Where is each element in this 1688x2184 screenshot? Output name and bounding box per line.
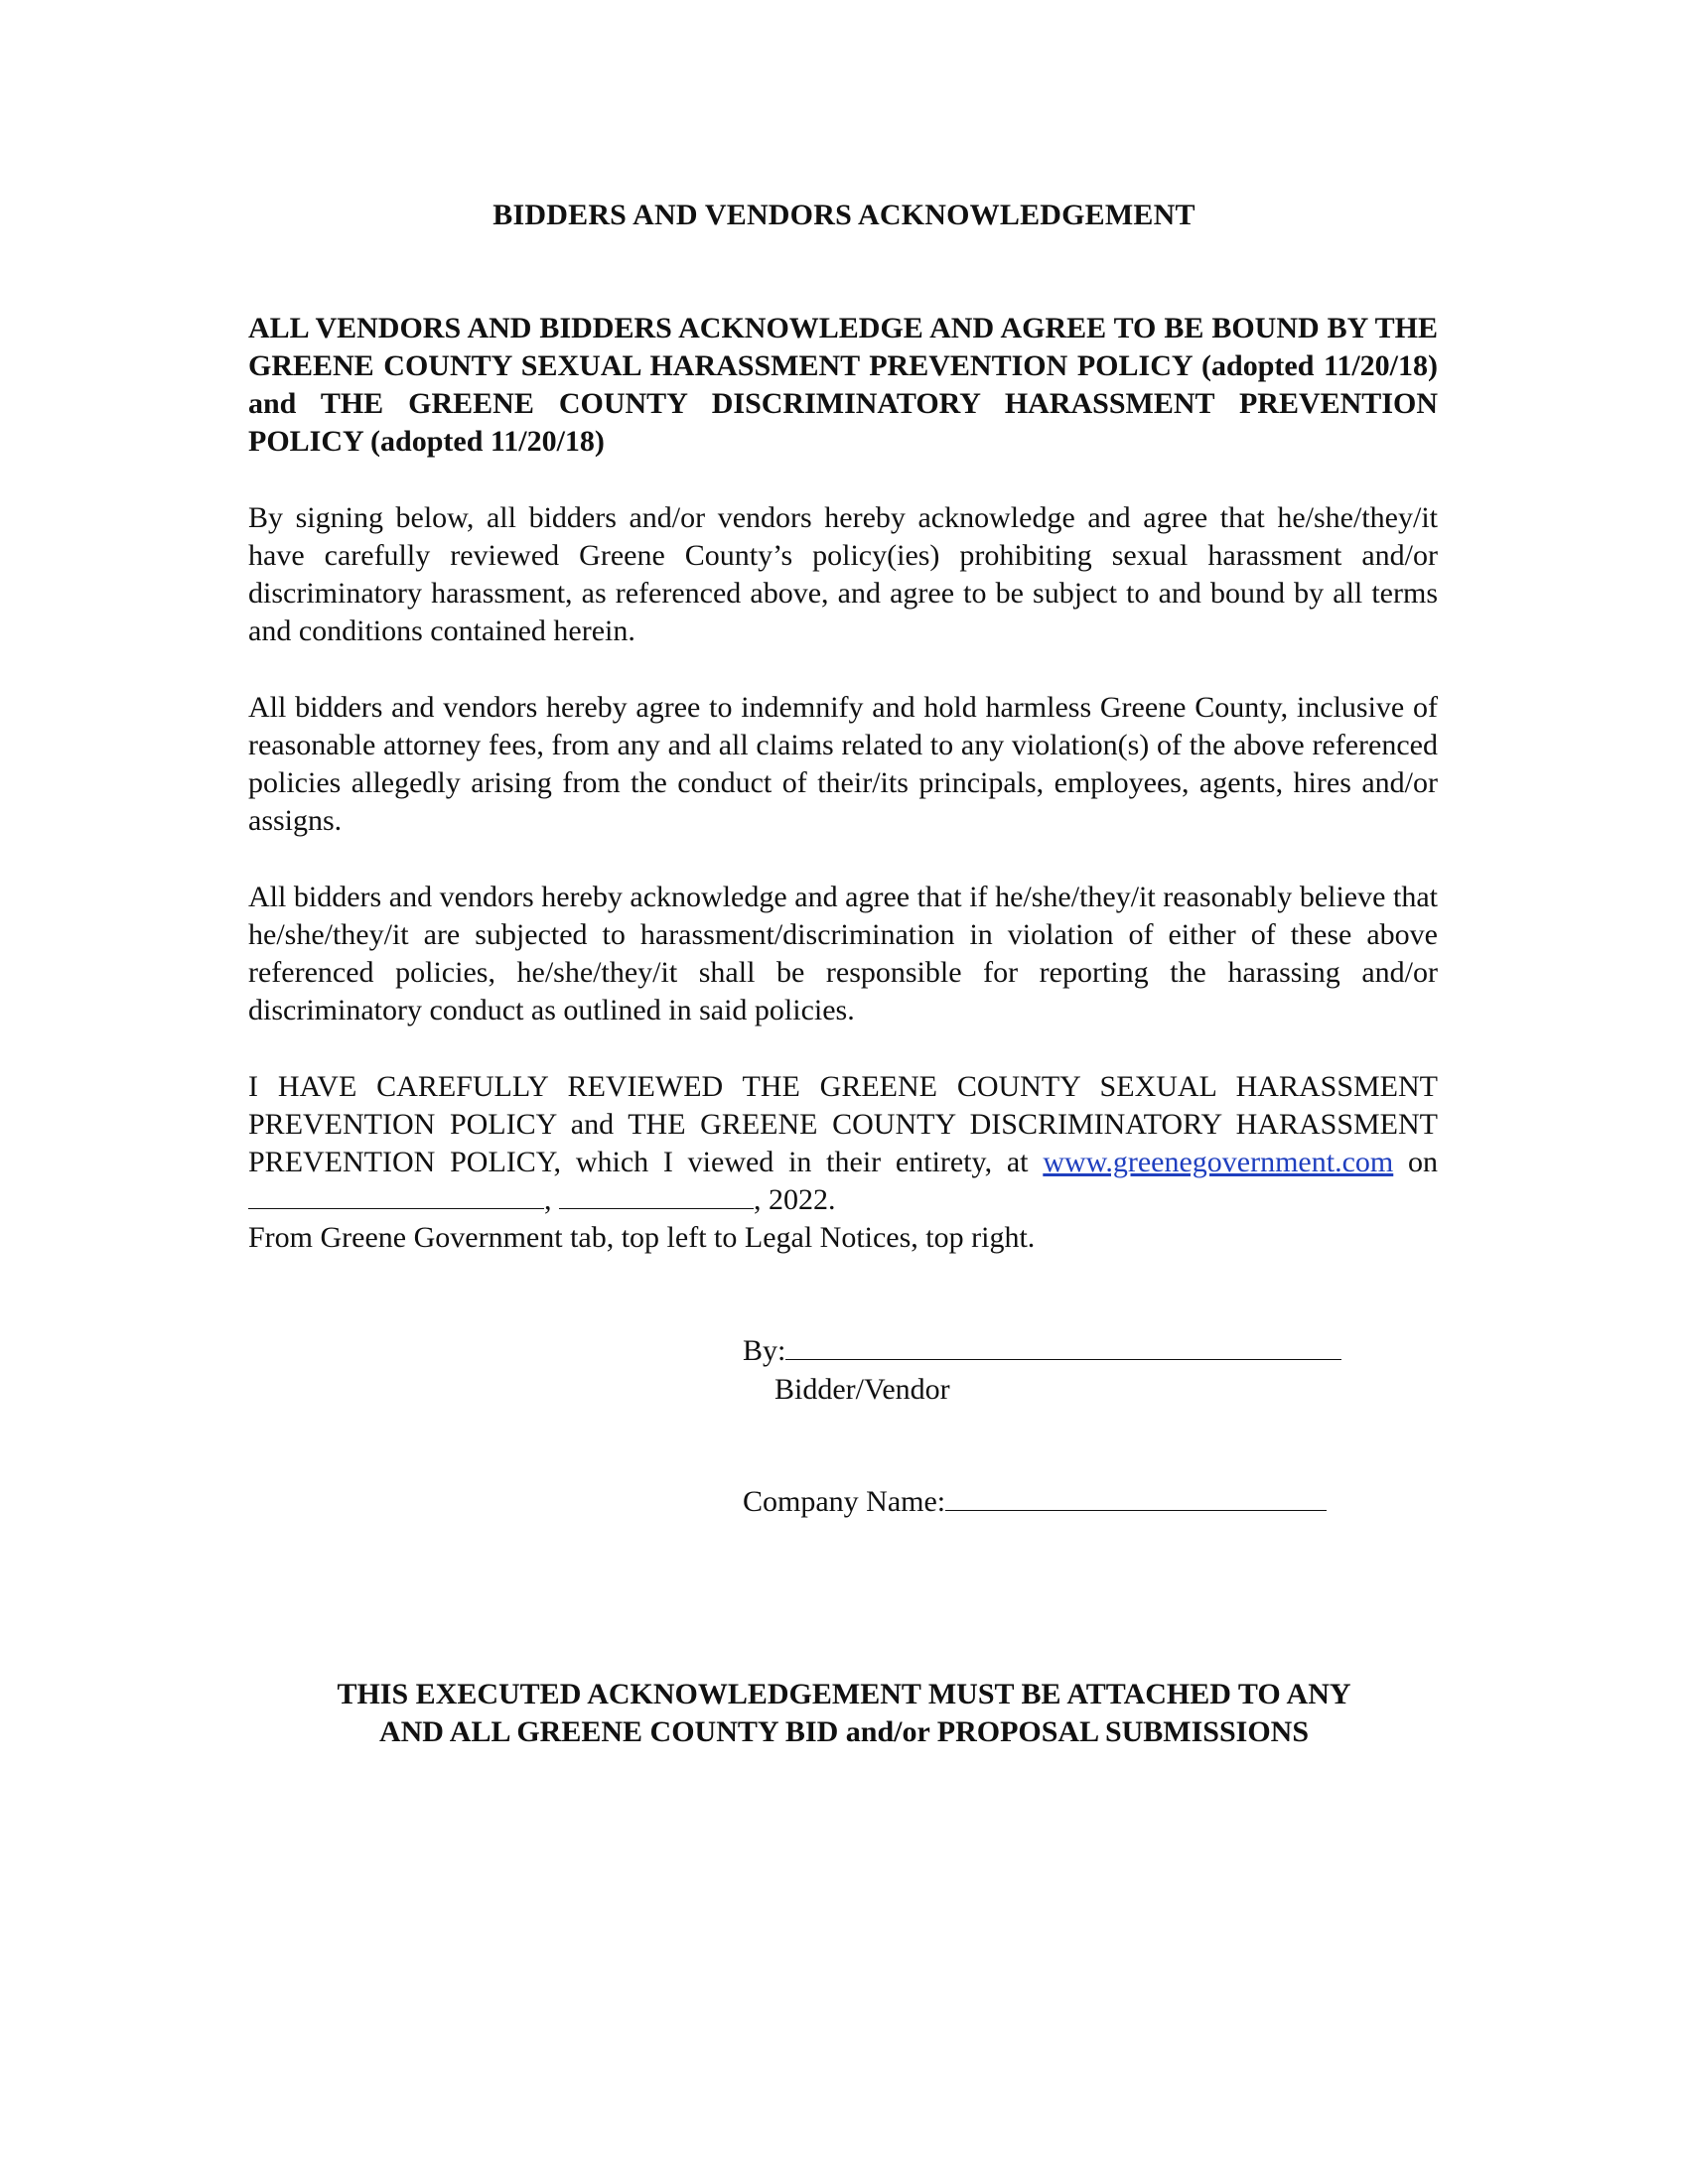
paragraph-indemnify: All bidders and vendors hereby agree to indemnify and hold harmless Greene County, inclusive of reasonable attorney fees, from any and all claims related to any violation(s) of the above referenced policies allegedly arising from the conduct of their/its principals, employees, agents, hires and/or assigns.	[248, 691, 1438, 837]
navigation-instructions: From Greene Government tab, top left to Legal Notices, top right.	[248, 1221, 1036, 1254]
bidder-vendor-label: Bidder/Vendor	[774, 1373, 950, 1406]
paragraph-review-statement	[248, 1068, 1438, 1257]
signature-blank[interactable]	[785, 1333, 1341, 1360]
signature-by-line	[743, 1332, 1341, 1370]
acknowledgement-heading: ALL VENDORS AND BIDDERS ACKNOWLEDGE AND AGREE TO BE BOUND BY THE GREENE COUNTY SEXUAL HARASSMENT PREVENTION POLICY (adopted 11/20/18) and THE GREENE COUNTY DISCRIMINATORY HARASSMENT PREVENTION POLICY (adopted 11/20/18)	[248, 312, 1438, 458]
paragraph-reporting: All bidders and vendors hereby acknowledge and agree that if he/she/they/it reasonably believe that he/she/they/it are subjected to harassment/discrimination in violation of either of these above referenced policies, he/she/they/it shall be responsible for reporting the harassing and/or discriminatory conduct as outlined in said policies.	[248, 881, 1438, 1026]
year-text: , 2022.	[754, 1183, 836, 1216]
date-blank-second[interactable]	[559, 1182, 754, 1209]
company-name-blank[interactable]	[945, 1484, 1327, 1511]
greene-government-link[interactable]: www.greenegovernment.com	[1043, 1146, 1394, 1178]
document-title: BIDDERS AND VENDORS ACKNOWLEDGEMENT	[492, 199, 1196, 231]
by-label: By:	[743, 1334, 786, 1367]
footer-notice	[0, 1676, 1688, 1751]
company-name-label: Company Name:	[743, 1485, 946, 1518]
on-text: on	[1408, 1146, 1439, 1178]
paragraph-signing-agreement: By signing below, all bidders and/or vendors hereby acknowledge and agree that he/she/they/it have carefully reviewed Greene County’s policy(ies) prohibiting sexual harassment and/or discriminatory harassment, as referenced above, and agree to be subject to and bound by all terms and conditions contained herein.	[248, 501, 1438, 647]
footer-line-1: THIS EXECUTED ACKNOWLEDGEMENT MUST BE ATTACHED TO ANY	[337, 1678, 1351, 1710]
date-comma: ,	[544, 1183, 552, 1216]
review-statement-text: I HAVE CAREFULLY REVIEWED THE GREENE COUNTY SEXUAL HARASSMENT PREVENTION POLICY and THE GREENE COUNTY DISCRIMINATORY HARASSMENT PREVENTION POLICY, which I viewed in their entirety, at	[248, 1070, 1438, 1178]
company-name-line	[743, 1483, 1327, 1521]
date-blank-month-day[interactable]	[248, 1182, 544, 1209]
footer-line-2: AND ALL GREENE COUNTY BID and/or PROPOSAL SUBMISSIONS	[378, 1715, 1310, 1748]
